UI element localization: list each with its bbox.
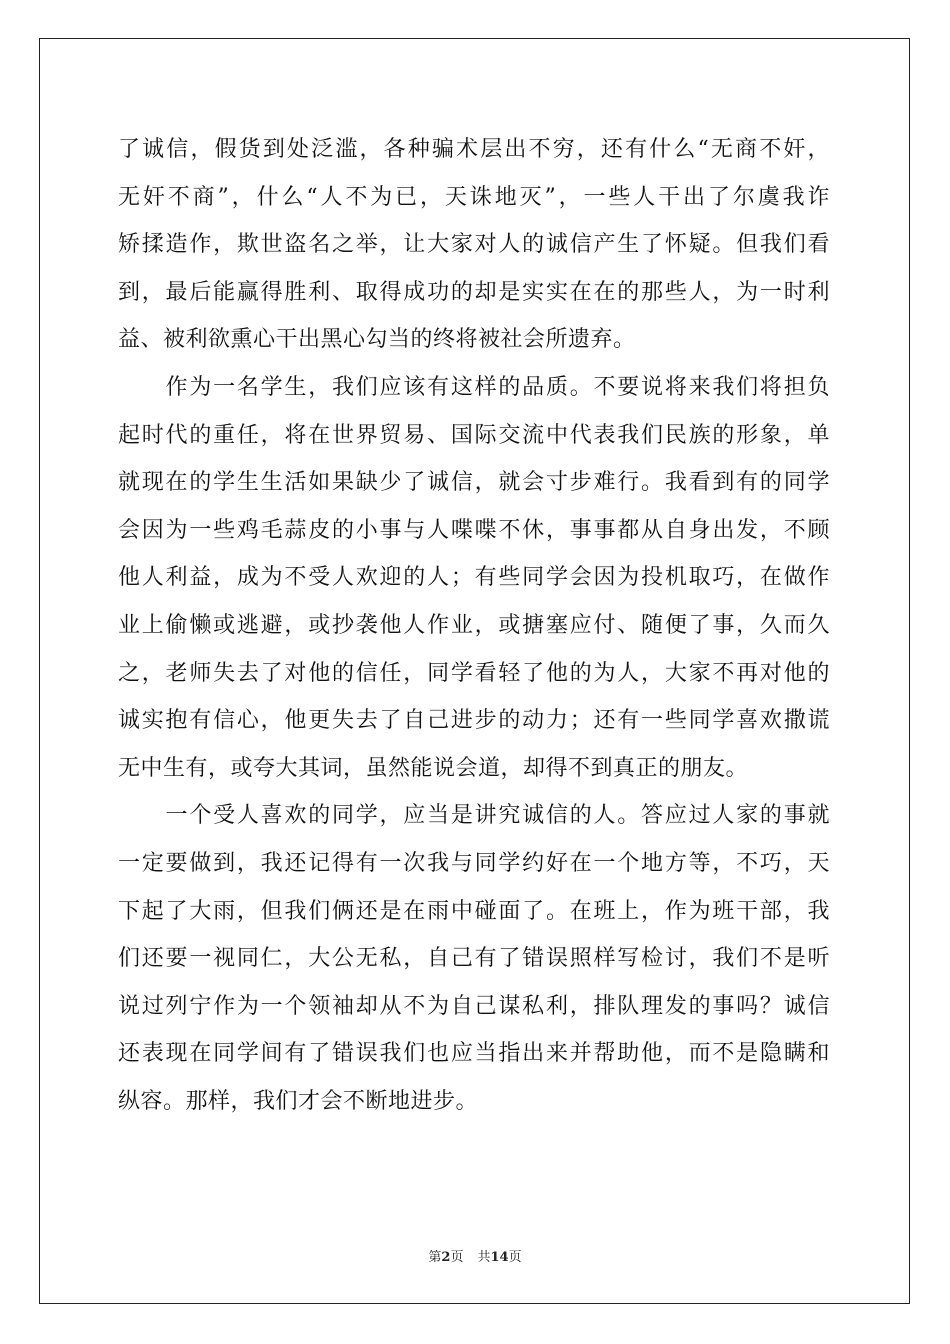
text-line: 他人利益，成为不受人欢迎的人；有些同学会因为投机取巧，在做作 xyxy=(118,565,830,591)
text-line: 无奸不商”，什么“人不为已，天诛地灭”，一些人干出了尔虞我诈 xyxy=(118,184,830,210)
text-line: 起时代的重任，将在世界贸易、国际交流中代表我们民族的形象，单 xyxy=(118,422,830,448)
text-line: 还表现在同学间有了错误我们也应当指出来并帮助他，而不是隐瞒和 xyxy=(118,1041,830,1067)
text-line: 之，老师失去了对他的信任，同学看轻了他的为人，大家不再对他的 xyxy=(118,660,830,686)
text-line: 作为一名学生，我们应该有这样的品质。不要说将来我们将担负 xyxy=(118,374,830,400)
total-suffix: 页 xyxy=(508,1250,522,1265)
text-line: 一个受人喜欢的同学，应当是讲究诚信的人。答应过人家的事就 xyxy=(118,803,830,829)
text-line: 诚实抱有信心，他更失去了自己进步的动力；还有一些同学喜欢撒谎 xyxy=(118,708,830,734)
text-line: 矫揉造作，欺世盗名之举，让大家对人的诚信产生了怀疑。但我们看 xyxy=(118,232,830,258)
text-line: 一定要做到，我还记得有一次我与同学约好在一个地方等，不巧，天 xyxy=(118,850,830,876)
page-prefix: 第 xyxy=(428,1250,442,1265)
text-line: 下起了大雨，但我们俩还是在雨中碰面了。在班上，作为班干部，我 xyxy=(118,898,830,924)
text-line: 们还要一视同仁，大公无私，自己有了错误照样写检讨，我们不是听 xyxy=(118,946,830,972)
text-line: 到，最后能赢得胜利、取得成功的却是实实在在的那些人，为一时利 xyxy=(118,279,830,305)
text-line: 说过列宁作为一个领袖却从不为自己谋私利，排队理发的事吗？诚信 xyxy=(118,993,830,1019)
text-line: 纵容。那样，我们才会不断地进步。 xyxy=(118,1088,479,1114)
document-body xyxy=(118,126,830,1125)
text-line: 会因为一些鸡毛蒜皮的小事与人喋喋不休，事事都从自身出发，不顾 xyxy=(118,517,830,543)
total-prefix: 共 xyxy=(477,1250,491,1265)
text-line: 益、被利欲熏心干出黑心勾当的终将被社会所遗弃。 xyxy=(118,327,636,353)
page-suffix: 页 xyxy=(450,1250,464,1265)
page-footer xyxy=(0,1246,950,1265)
page-number: 2 xyxy=(441,1250,451,1265)
text-line: 就现在的学生生活如果缺少了诚信，就会寸步难行。我看到有的同学 xyxy=(118,470,830,496)
total-pages: 14 xyxy=(490,1250,509,1265)
text-line: 无中生有，或夸大其词，虽然能说会道，却得不到真正的朋友。 xyxy=(118,755,749,781)
text-line: 业上偷懒或逃避，或抄袭他人作业，或搪塞应付、随便了事，久而久 xyxy=(118,612,830,638)
text-line: 了诚信，假货到处泛滥，各种骗术层出不穷，还有什么“无商不奸， xyxy=(118,137,830,162)
